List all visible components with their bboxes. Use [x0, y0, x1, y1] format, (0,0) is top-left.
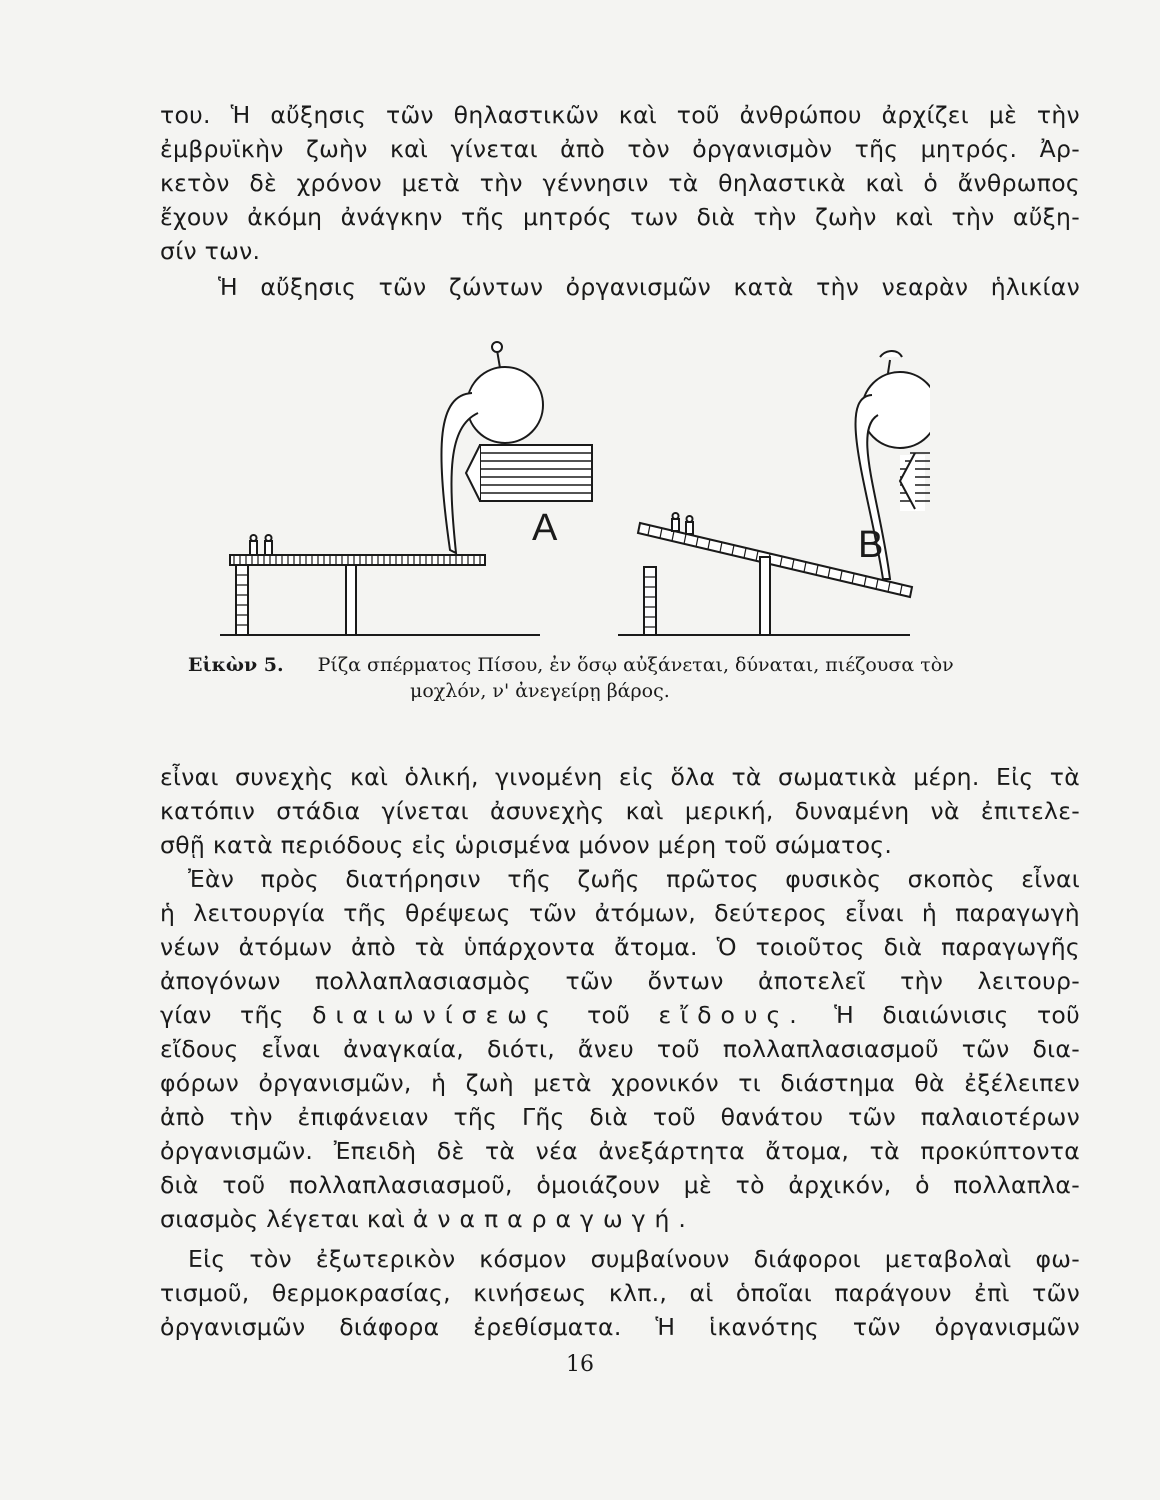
- label-b: B: [858, 524, 884, 566]
- text-line: σίν των.: [160, 237, 261, 265]
- text-line: εἴδους εἶναι ἀναγκαία, διότι, ἄνευ τοῦ πολλαπλασιασμοῦ τῶν δια-: [160, 1035, 1080, 1063]
- text-line: εἶναι συνεχὴς καὶ ὁλική, γινομένη εἰς ὅλα τὰ σωματικὰ μέρη. Εἰς τὰ: [160, 763, 1080, 791]
- page-number: 16: [566, 1352, 594, 1377]
- top-text: [160, 98, 1080, 304]
- emphasized-term: εἴδους.: [658, 1001, 806, 1029]
- text-line: ἐμβρυϊκὴν ζωὴν καὶ γίνεται ἀπὸ τὸν ὀργανισμὸν τῆς μητρός. Ἀρ-: [160, 135, 1080, 163]
- paragraph: [160, 98, 1080, 268]
- text-line: [160, 1202, 1080, 1236]
- weight-a1: [250, 541, 257, 555]
- text-line: κετὸν δὲ χρόνον μετὰ τὴν γέννησιν τὰ θηλαστικὰ καὶ ὁ ἄνθρωπος: [160, 169, 1080, 197]
- caption-label: Εἰκὼν 5.: [188, 654, 284, 676]
- lever-a: [230, 555, 485, 565]
- weight-b2: [686, 522, 693, 534]
- text-line: ἔχουν ἀκόμη ἀνάγκην τῆς μητρός των διὰ τὴν ζωὴν καὶ τὴν αὔξη-: [160, 203, 1080, 231]
- caption-line-2: μοχλόν, ν' ἀνεγείρῃ βάρος.: [410, 680, 670, 702]
- body-text: [160, 760, 1080, 1344]
- figure-illustration: [210, 335, 930, 645]
- text-line: του. Ἡ αὔξησις τῶν θηλαστικῶν καὶ τοῦ ἀνθρώπου ἀρχίζει μὲ τὴν: [160, 101, 1080, 129]
- text-line: ὀργανισμῶν διάφορα ἐρεθίσματα. Ἡ ἱκανότης τῶν ὀργανισμῶν: [160, 1313, 1080, 1341]
- text-line: τισμοῦ, θερμοκρασίας, κινήσεως κλπ., αἱ ὁποῖαι παράγουν ἐπὶ τῶν: [160, 1279, 1080, 1307]
- emphasized-term: διαιωνίσεως: [312, 1001, 559, 1029]
- text-segment: Ἡ διαιώνισις τοῦ: [834, 1001, 1080, 1029]
- text-line: ἀπὸ τὴν ἐπιφάνειαν τῆς Γῆς διὰ τοῦ θανάτου τῶν παλαιοτέρων: [160, 1103, 1080, 1131]
- emphasized-term: ἀναπαραγωγή.: [412, 1205, 695, 1233]
- text-segment: τοῦ: [587, 1001, 631, 1029]
- text-line: διὰ τοῦ πολλαπλασιασμοῦ, ὁμοιάζουν μὲ τὸ ἀρχικόν, ὁ πολλαπλα-: [160, 1171, 1080, 1199]
- text-line: φόρων ὀργανισμῶν, ἡ ζωὴ μετὰ χρονικόν τι διάστημα θὰ ἐξέλειπεν: [160, 1069, 1080, 1097]
- figure-caption: [188, 652, 1068, 704]
- text-line: Ἐὰν πρὸς διατήρησιν τῆς ζωῆς πρῶτος φυσικὸς σκοπὸς εἶναι: [188, 865, 1080, 893]
- weight-b1: [672, 519, 679, 531]
- text-line: κατόπιν στάδια γίνεται ἀσυνεχὴς καὶ μερική, δυναμένη νὰ ἐπιτελε-: [160, 797, 1080, 825]
- fulcrum-post-a: [346, 565, 356, 635]
- text-line: [160, 998, 1080, 1032]
- seed-a: [467, 367, 543, 443]
- fulcrum-post-b: [760, 557, 770, 635]
- text-segment: γίαν τῆς: [160, 1001, 284, 1029]
- text-line: Εἰς τὸν ἐξωτερικὸν κόσμον συμβαίνουν διάφοροι μεταβολαὶ φω-: [188, 1245, 1080, 1273]
- drawing-b: [618, 351, 930, 635]
- seed-stem-b: [888, 360, 890, 373]
- text-line: σθῇ κατὰ περιόδους εἰς ὡρισμένα μόνον μέρη τοῦ σώματος.: [160, 831, 893, 859]
- caption-line-1: Ρίζα σπέρματος Πίσου, ἐν ὅσῳ αὐξάνεται, δύναται, πιέζουσα τὸν: [317, 654, 954, 676]
- text-line: ὀργανισμῶν. Ἐπειδὴ δὲ τὰ νέα ἀνεξάρτητα ἄτομα, τὰ προκύπτοντα: [160, 1137, 1080, 1165]
- label-a: A: [532, 507, 558, 549]
- paragraph: [160, 270, 1080, 304]
- text-line: Ἡ αὔξησις τῶν ζώντων ὀργανισμῶν κατὰ τὴν νεαρὰν ἡλικίαν: [218, 273, 1080, 301]
- weight-a2: [265, 541, 272, 555]
- text-line: νέων ἀτόμων ἀπὸ τὰ ὑπάρχοντα ἄτομα. Ὁ τοιοῦτος διὰ παραγωγῆς: [160, 933, 1080, 961]
- text-segment: σιασμὸς λέγεται καὶ: [160, 1205, 406, 1233]
- text-line: ἀπογόνων πολλαπλασιασμὸς τῶν ὄντων ἀποτελεῖ τὴν λειτουρ-: [160, 967, 1080, 995]
- drawing-a: [220, 342, 592, 635]
- text-line: ἡ λειτουργία τῆς θρέψεως τῶν ἀτόμων, δεύτερος εἶναι ἡ παραγωγὴ: [160, 899, 1080, 927]
